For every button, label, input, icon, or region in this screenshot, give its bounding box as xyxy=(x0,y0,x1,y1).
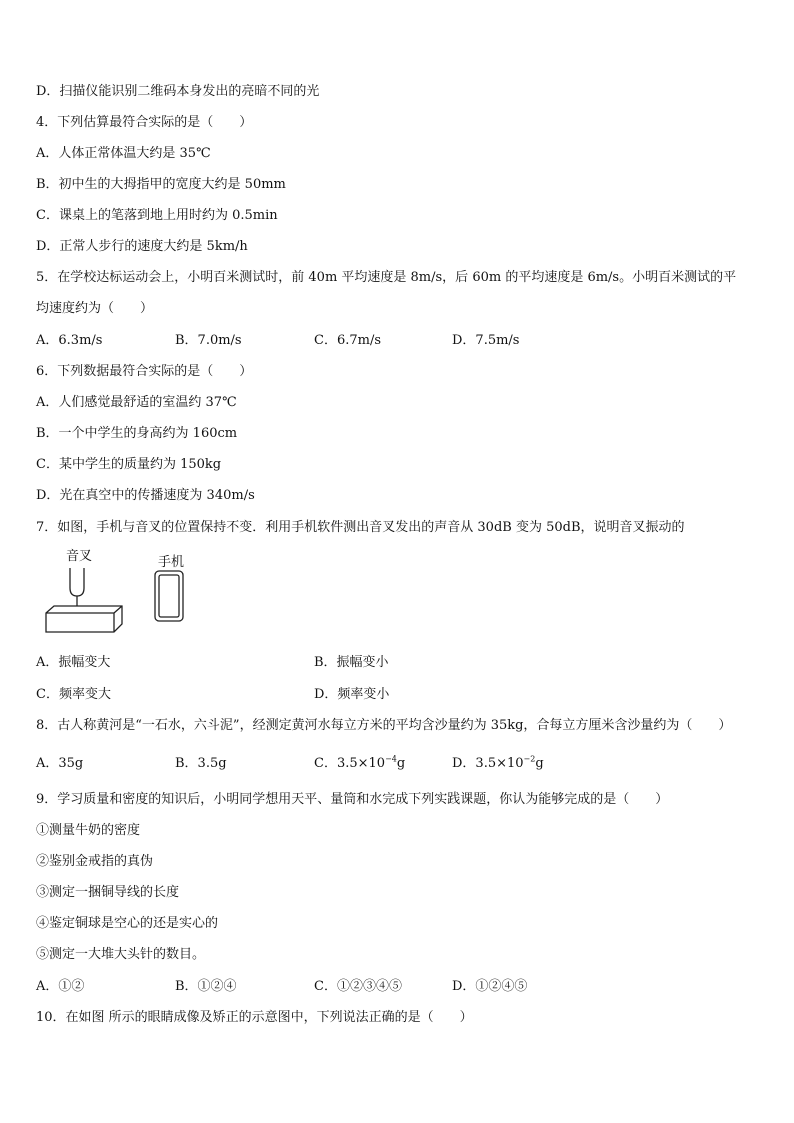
q9-option-b: B．①②④ xyxy=(175,979,237,994)
q9-item-3: ③测定一捆铜导线的长度 xyxy=(36,885,180,900)
q6-option-b: B．一个中学生的身高约为 160cm xyxy=(36,426,238,441)
q3-option-d: D．扫描仪能识别二维码本身发出的亮暗不同的光 xyxy=(36,84,320,99)
q5-option-a: A．6.3m/s xyxy=(36,333,103,348)
q5-stem-line2: 均速度约为（ ） xyxy=(36,301,154,316)
resonance-box xyxy=(46,606,122,632)
q10-stem: 10．在如图 所示的眼睛成像及矫正的示意图中，下列说法正确的是（ ） xyxy=(36,1010,473,1025)
q6-option-a: A．人们感觉最舒适的室温约 37℃ xyxy=(36,395,237,410)
q9-option-c: C．①②③④⑤ xyxy=(314,979,402,994)
tuning-fork-icon xyxy=(70,568,84,596)
phone-label: 手机 xyxy=(158,555,185,570)
q7-option-b: B．振幅变小 xyxy=(314,655,389,670)
q7-option-a: A．振幅变大 xyxy=(36,655,111,670)
q9-option-a: A．①② xyxy=(36,979,85,994)
q4-option-d: D．正常人步行的速度大约是 5km/h xyxy=(36,239,248,254)
q8-d-unit: g xyxy=(535,756,544,771)
q9-item-5: ⑤测定一大堆大头针的数目。 xyxy=(36,947,206,962)
q6-option-d: D．光在真空中的传播速度为 340m/s xyxy=(36,488,255,503)
q8-option-d xyxy=(452,756,544,772)
q9-item-4: ④鉴定铜球是空心的还是实心的 xyxy=(36,916,219,931)
q7-option-d: D．频率变小 xyxy=(314,687,390,702)
fork-label: 音叉 xyxy=(66,549,93,564)
q4-option-b: B．初中生的大拇指甲的宽度大约是 50mm xyxy=(36,177,286,192)
q5-option-c: C．6.7m/s xyxy=(314,333,381,348)
q8-option-c xyxy=(314,756,405,772)
tuning-fork-phone-figure xyxy=(40,548,200,638)
q5-option-d: D．7.5m/s xyxy=(452,333,520,348)
q8-c-unit: g xyxy=(396,756,406,771)
q6-stem: 6．下列数据最符合实际的是（ ） xyxy=(36,364,253,379)
q8-option-a: A．35g xyxy=(36,756,84,771)
q9-option-d: D．①②④⑤ xyxy=(452,979,528,994)
q9-stem: 9．学习质量和密度的知识后，小明同学想用天平、量筒和水完成下列实践课题，你认为能够完成的是（ ） xyxy=(36,792,669,807)
q8-c-exponent: −4 xyxy=(385,754,397,764)
q5-option-b: B．7.0m/s xyxy=(175,333,242,348)
q7-option-c: C．频率变大 xyxy=(36,687,111,702)
q8-option-b: B．3.5g xyxy=(175,756,227,771)
q9-item-2: ②鉴别金戒指的真伪 xyxy=(36,854,154,869)
q8-d-exponent: −2 xyxy=(523,754,536,764)
q9-item-1: ①测量牛奶的密度 xyxy=(36,823,141,838)
q8-d-base: D．3.5×10 xyxy=(452,756,524,771)
q5-stem-line1: 5．在学校达标运动会上，小明百米测试时，前 40m 平均速度是 8m/s，后 60m 的平均速度是 6m/s。小明百米测试的平 xyxy=(36,270,737,285)
q8-c-base: C．3.5×10 xyxy=(314,756,386,771)
q8-stem: 8．古人称黄河是“一石水，六斗泥”，经测定黄河水每立方米的平均含沙量约为 35kg，合每立方厘米含沙量约为（ ） xyxy=(36,718,732,733)
q4-option-c: C．课桌上的笔落到地上用时约为 0.5min xyxy=(36,208,278,223)
q4-stem: 4．下列估算最符合实际的是（ ） xyxy=(36,115,253,130)
q6-option-c: C．某中学生的质量约为 150kg xyxy=(36,457,222,472)
q4-option-a: A．人体正常体温大约是 35℃ xyxy=(36,146,211,161)
q7-stem: 7．如图，手机与音叉的位置保持不变．利用手机软件测出音叉发出的声音从 30dB 变为 50dB，说明音叉振动的 xyxy=(36,520,685,535)
